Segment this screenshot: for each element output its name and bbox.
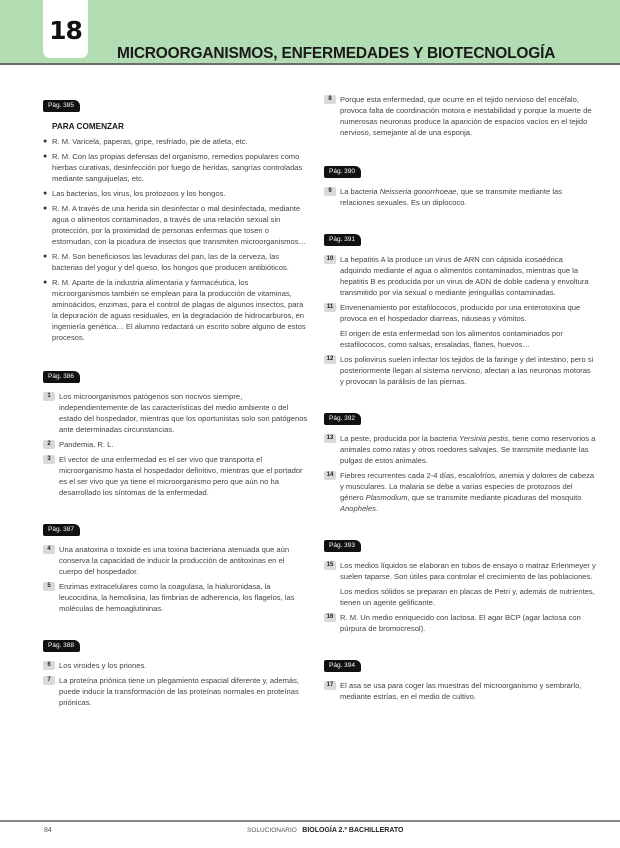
bullet-icon: ● xyxy=(43,153,48,160)
list-item: ● R. M. Con las propias defensas del organismo, remedios populares como hierbas curativas, desinfección por fuego de heridas, sangrías controladas mediante sanguijuelas, etc. xyxy=(43,152,303,183)
question-number: 6 xyxy=(43,661,55,670)
page-label: Pág. 386 xyxy=(43,371,80,383)
right-column xyxy=(324,94,596,716)
chapter-number-box xyxy=(43,0,88,58)
list-item: ● Las bacterias, los virus, los protozoos y los hongos. xyxy=(43,189,226,198)
section-pag-390 xyxy=(324,160,596,208)
page-label: Pág. 388 xyxy=(43,640,80,652)
section-pag-388 xyxy=(43,634,308,708)
question-item: 12 Los poliovirus suelen infectar los tejidos de la faringe y del intestino, pero si posteriormente llegan al sistema nervioso, afectan a las neuronas motoras y provocan la parálisis de las piernas. xyxy=(324,354,596,387)
question-number: 16 xyxy=(324,613,336,622)
question-number: 8 xyxy=(324,95,336,104)
page-label: Pág. 390 xyxy=(324,166,361,178)
bullet-icon: ● xyxy=(43,253,48,260)
question-number: 2 xyxy=(43,440,55,449)
question-number: 9 xyxy=(324,187,336,196)
question-item: 3 El vector de una enfermedad es el ser vivo que transporta el microorganismo hasta el hospedador definitivo, mientras que el portador es el ser vivo que ya tiene el microorganismo pero que aún no ha desarrollado los síntomas de la enfermedad. xyxy=(43,454,308,498)
question-item: 17 El asa se usa para coger las muestras del microorganismo y sembrarlo, mediante estrías, en el medio de cultivo. xyxy=(324,680,596,702)
footer-divider xyxy=(0,820,620,822)
page-label: Pág. 394 xyxy=(324,660,361,672)
question-number: 5 xyxy=(43,582,55,591)
section-continued xyxy=(324,94,596,138)
chapter-title: MICROORGANISMOS, ENFERMEDADES Y BIOTECNOLOGÍA xyxy=(117,45,556,62)
list-item: ● R. M. Varicela, paperas, gripe, resfriado, pie de atleta, etc. xyxy=(43,137,248,146)
list-item: ● R. M. Son beneficiosos las levaduras del pan, las de la cerveza, las bacterias del yogur y del queso, los hongos que producen antibióticos. xyxy=(43,252,289,272)
page-label: Pág. 393 xyxy=(324,540,361,552)
question-item: 13 La peste, producida por la bacteria Yersinia pestis, tiene como reservorios a animales como ratas y otros roedores salvajes. Se transmite mediante las pulgas de estos animales. xyxy=(324,433,596,466)
section-pag-393 xyxy=(324,534,596,634)
question-item: 10 La hepatitis A la produce un virus de ARN con cápsida icosaédrica adquirido mediante el agua o alimentos contaminados, mientras que la hepatitis B es producida por un virus de ADN de doble cadena y envoltura transmitido por vía sexual o mediante jeringuillas contaminadas. xyxy=(324,254,596,298)
question-item: 7 La proteína priónica tiene un plegamiento espacial diferente y, además, puede inducir la transformación de las proteínas normales en proteínas priónicas. xyxy=(43,675,308,708)
question-number: 13 xyxy=(324,434,336,443)
section-pag-392 xyxy=(324,407,596,514)
question-number: 14 xyxy=(324,471,336,480)
question-number: 17 xyxy=(324,681,336,690)
question-item: 8 Porque esta enfermedad, que ocurre en el tejido nervioso del encéfalo, provoca falta de coordinación motora e inestabilidad y porque la muerte de numerosas neuronas produce la aparición de espacios vacíos en el tejido nervioso, semejante al de una esponja. xyxy=(324,94,596,138)
page-label: Pág. 391 xyxy=(324,234,361,246)
question-item: 9 La bacteria Neisseria gonorrhoeae, que se transmite mediante las relaciones sexuales. Es un diplococo. xyxy=(324,186,596,208)
bullet-icon: ● xyxy=(43,138,48,145)
question-number: 3 xyxy=(43,455,55,464)
question-number: 11 xyxy=(324,303,336,312)
list-item: ● R. M. A través de una herida sin desinfectar o mal desinfectada, mediante agua o alimentos contaminados, a través de una relación sexual sin protección, por la proximidad de personas enfermas que tosen o estornudan, con la picadura de insectos que transmiten microorganismos… xyxy=(43,204,307,246)
question-item: 1 Los microorganismos patógenos son nocivos siempre, independientemente de las características del medio ambiente o del estado del hospedador, mientras que los oportunistas solo son patógenos ante determinadas circunstancias. xyxy=(43,391,308,435)
page-number: 84 xyxy=(44,827,52,834)
section-pag-385 xyxy=(43,94,308,343)
question-number: 4 xyxy=(43,545,55,554)
section-pag-391 xyxy=(324,228,596,387)
question-number: 15 xyxy=(324,561,336,570)
section-pag-387 xyxy=(43,518,308,614)
page-label: Pág. 392 xyxy=(324,413,361,425)
question-number: 10 xyxy=(324,255,336,264)
chapter-header xyxy=(0,0,620,65)
page-label: Pág. 387 xyxy=(43,524,80,536)
question-item: 16 R. M. Un medio enriquecido con lactosa. El agar BCP (agar lactosa con púrpura de bromocresol). xyxy=(324,612,596,634)
question-number: 12 xyxy=(324,355,336,364)
question-item: 15 Los medios líquidos se elaboran en tubos de ensayo o matraz Erlenmeyer y suelen taparse. Son útiles para controlar el crecimiento de las poblaciones. Los medios sólidos se preparan en placas de Petri y, además de nutrientes, tienen un agente gelificante. xyxy=(324,560,596,608)
question-number: 7 xyxy=(43,676,55,685)
question-number: 1 xyxy=(43,392,55,401)
footer-book-title: SOLUCIONARIO BIOLOGÍA 2.º BACHILLERATO xyxy=(247,827,404,834)
section-pag-386 xyxy=(43,365,308,498)
question-item: 11 Envenenamiento por estafilococos, producido por una enterotoxina que provoca en el hospedador diarreas, náuseas y vómitos. El origen de esta enfermedad son los alimentos contaminados por estafilococos, como salsas, ensaladas, flanes, huevos… xyxy=(324,302,596,350)
bullet-icon: ● xyxy=(43,190,48,197)
chapter-number: 18 xyxy=(49,16,82,45)
question-item: 5 Enzimas extracelulares como la coagulasa, la hialuronidasa, la leucocidina, la hemolisina, las fimbrias de adherencia, los flagelos, las moléculas de hemoaglutininas. xyxy=(43,581,308,614)
question-item: 2 Pandemia. R. L. xyxy=(43,439,308,450)
question-item: 6 Los viroides y los priones. xyxy=(43,660,308,671)
section-pag-394 xyxy=(324,654,596,702)
question-item: 14 Fiebres recurrentes cada 2-4 días, escalofríos, anemia y dolores de cabeza y musculares. La malaria se debe a varias especies de protozoos del género Plasmodium, que se transmite mediante picaduras del mosquito Anopheles. xyxy=(324,470,596,514)
bullet-icon: ● xyxy=(43,205,48,212)
left-column xyxy=(43,94,308,722)
question-item: 4 Una anatoxina o toxoide es una toxina bacteriana atenuada que aún conserva la capacidad de inducir la producción de antitoxinas en el cuerpo del hospedador. xyxy=(43,544,308,577)
list-item: ● R. M. Aparte de la industria alimentaria y farmacéutica, los microorganismos también se emplean para la producción de vitaminas, aminoácidos, enzimas, para el control de plagas de algunos insectos, para la depuración de aguas residuales, en la degradación de hidrocarburos, en ingeniería genética… El alumno redactará un escrito sobre alguno de estos procesos. xyxy=(43,278,306,342)
bullet-icon: ● xyxy=(43,279,48,286)
section-title: PARA COMENZAR xyxy=(52,122,124,131)
page-label: Pág. 385 xyxy=(43,100,80,112)
